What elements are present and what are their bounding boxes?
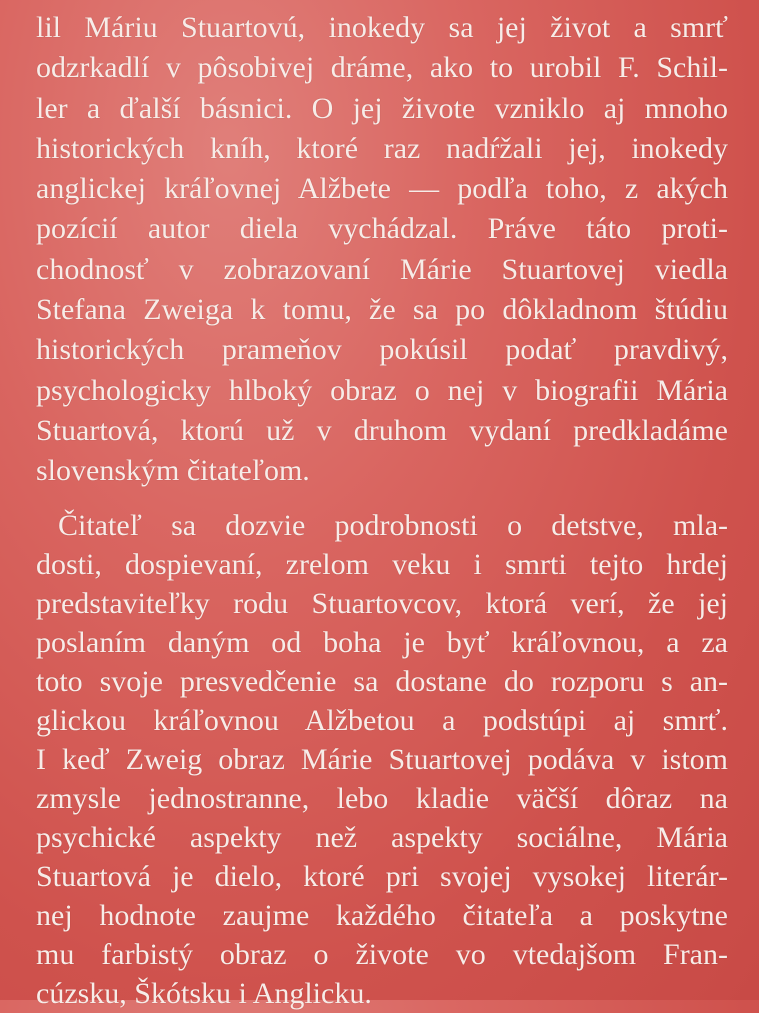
text-line: I keď Zweig obraz Márie Stuartovej podáva v istom (36, 742, 728, 776)
text-line: Stuartová je dielo, ktoré pri svojej vysokej literár- (36, 859, 728, 893)
text-line: zmysle jednostranne, lebo kladie väčší dôraz na (36, 781, 728, 815)
text-line: nej hodnote zaujme každého čitateľa a poskytne (36, 898, 728, 932)
text-line: Stuartová, ktorú už v druhom vydaní predkladáme (36, 413, 728, 447)
text-line: poslaním daným od boha je byť kráľovnou, a za (36, 625, 728, 659)
text-line: pozícií autor diela vychádzal. Práve táto proti- (36, 212, 728, 246)
text-line: toto svoje presvedčenie sa dostane do rozporu s an- (36, 664, 728, 698)
text-line: chodnosť v zobrazovaní Márie Stuartovej viedla (36, 252, 728, 286)
text-line: slovenským čitateľom. (36, 454, 310, 488)
paragraph-1 (36, 8, 728, 492)
text-line: psychické aspekty než aspekty sociálne, Mária (36, 820, 728, 854)
text-line: Stefana Zweiga k tomu, že sa po dôkladnom štúdiu (36, 293, 728, 327)
text-line: anglickej kráľovnej Alžbete — podľa toho, z akých (36, 172, 728, 206)
text-line: mu farbistý obraz o živote vo vtedajšom Fran- (36, 937, 728, 971)
text-line: Čitateľ sa dozvie podrobnosti o detstve, mla- (58, 508, 728, 542)
text-line: historických prameňov pokúsil podať pravdivý, (36, 333, 728, 367)
text-line: ler a ďalší básnici. O jej živote vzniklo aj mnoho (36, 91, 728, 125)
text-line: glickou kráľovnou Alžbetou a podstúpi aj smrť. (36, 703, 728, 737)
text-line: predstaviteľky rodu Stuartovcov, ktorá verí, že jej (36, 586, 728, 620)
text-line: psychologicky hlboký obraz o nej v biografii Mária (36, 373, 728, 407)
paragraph-2 (36, 506, 728, 1013)
text-line: historických kníh, ktoré raz nadŕžali jej, inokedy (36, 131, 728, 165)
text-line: dosti, dospievaní, zrelom veku i smrti tejto hrdej (36, 547, 728, 581)
text-line: odzrkadlí v pôsobivej dráme, ako to urobil F. Schil- (36, 51, 728, 85)
text-line: cúzsku, Škótsku i Anglicku. (36, 976, 372, 1010)
text-line: lil Máriu Stuartovú, inokedy sa jej život a smrť (36, 11, 728, 44)
book-cover-text (36, 8, 728, 1013)
